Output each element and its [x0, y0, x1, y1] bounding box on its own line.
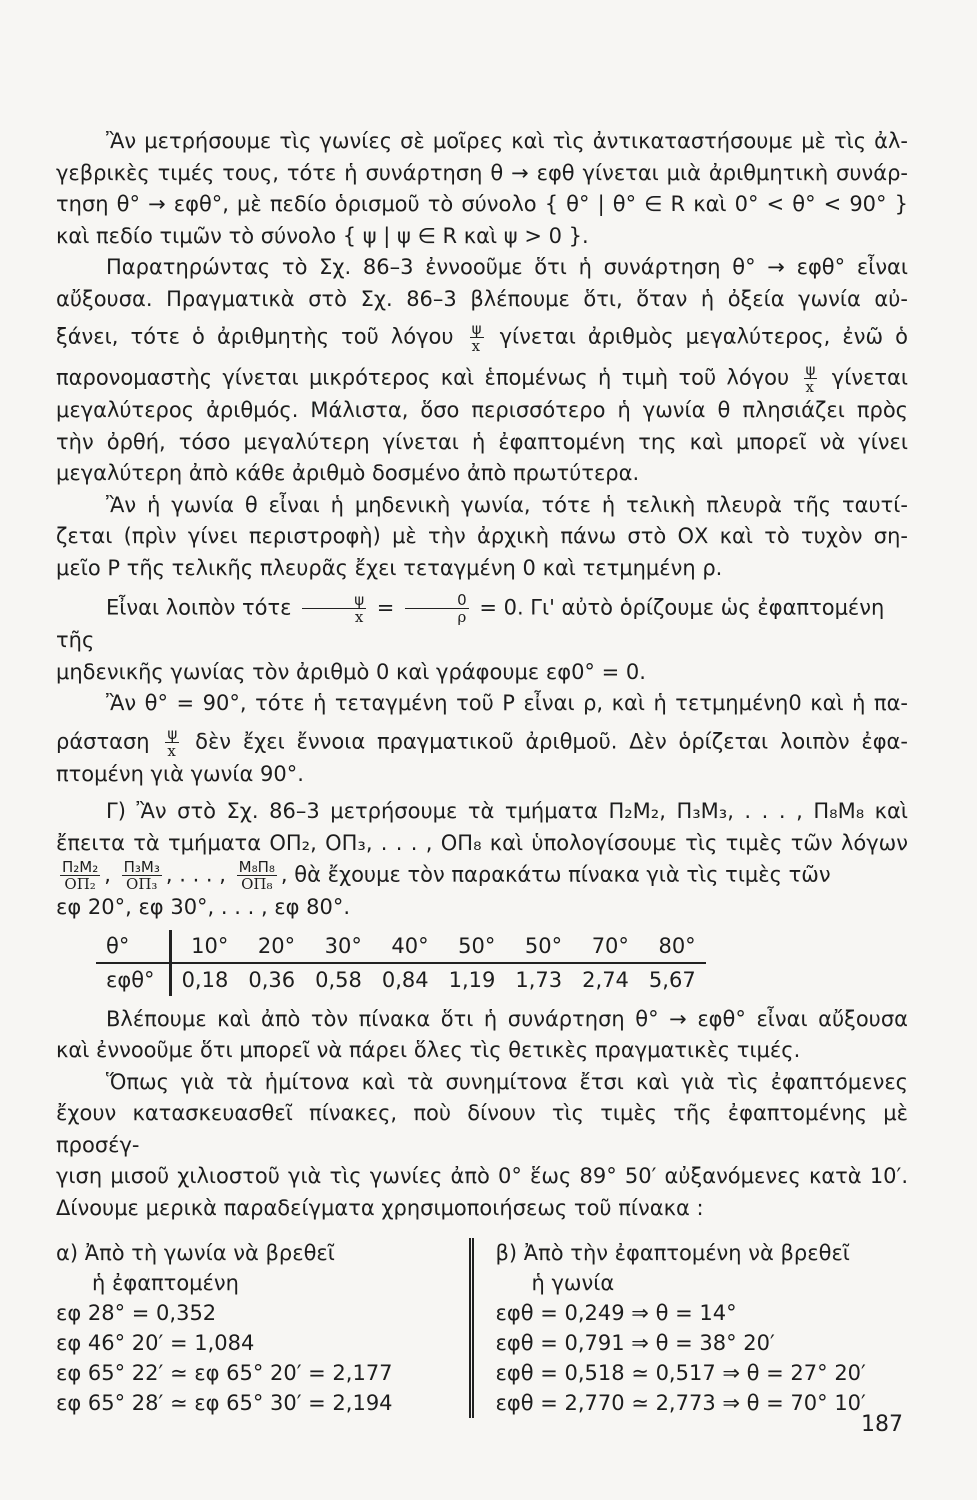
- example-line: εφθ = 0,249 ⇒ θ = 14°: [495, 1301, 737, 1325]
- fraction-p3m3: $\frac{\text{Π₃Μ₃}}{\text{ΟΠ₃}}$: [123, 858, 160, 893]
- table-cell: 50°: [439, 930, 506, 963]
- text-line: μεῖο Ρ τῆς τελικῆς πλευρᾶς ἔχει τεταγμένη 0 καὶ τετμημένη ρ.: [56, 555, 723, 580]
- text-line: Γ) Ἂν στὸ Σχ. 86–3 μετρήσουμε τὰ τμήματα Π₂Μ₂, Π₃Μ₃, . . . , Π₈Μ₈ καὶ: [106, 799, 908, 823]
- table-row-angles: [96, 930, 706, 963]
- text-line: ἔπειτα τὰ τμήματα ΟΠ₂, ΟΠ₃, . . . , ΟΠ₈ καὶ ὑπολογίσουμε τὶς τιμὲς τῶν λόγων: [56, 830, 908, 855]
- example-line: εφ 46° 20′ = 1,084: [56, 1331, 255, 1355]
- text-line: εφ 20°, εφ 30°, . . . , εφ 80°.: [56, 895, 351, 919]
- table-cell: 70°: [572, 930, 639, 963]
- example-line: εφ 65° 28′ ≃ εφ 65° 30′ = 2,194: [56, 1391, 393, 1415]
- text-line-with-fraction: παρονομαστὴς γίνεται μικρότερος καὶ ἑπομένως ἡ τιμὴ τοῦ λόγου $\frac{\psi}{x}$ γίνεται: [56, 361, 908, 396]
- text-line: Ἂν θ° = 90°, τότε ἡ τεταγμένη τοῦ Ρ εἶναι ρ, καὶ ἡ τετμημένη0 καὶ ἡ πα-: [106, 691, 908, 715]
- text-line: αὔξουσα. Πραγματικὰ στὸ Σχ. 86–3 βλέπουμε ὅτι, ὅταν ἡ ὀξεία γωνία αὐ-: [56, 286, 908, 311]
- table-cell: 10°: [170, 930, 238, 963]
- text-line-with-fractions: $\frac{\text{Π₂Μ₂}}{\text{ΟΠ₂}}$ , $\frac{\text{Π₃Μ₃}}{\text{ΟΠ₃}}$ , . . . , $\frac{\text{Μ₈Π₈}}{\text{ΟΠ₈}}$ , θὰ ἔχουμε τὸν παρακάτω πίνακα γιὰ τὶς τιμὲς τῶν: [62, 858, 831, 893]
- fraction-psi-over-x: $\frac{\psi}{x}$: [805, 361, 816, 396]
- fraction-psi-over-x: $\frac{\psi}{x}$: [471, 320, 482, 355]
- text-line: πτομένη γιὰ γωνία 90°.: [56, 761, 304, 786]
- text-line: τηση θ° → εφθ°, μὲ πεδίο ὁρισμοῦ τὸ σύνολο { θ° | θ° ∈ R καὶ 0° < θ° < 90° }: [56, 192, 908, 216]
- text-line: Δίνουμε μερικὰ παραδείγματα χρησιμοποιήσεως τοῦ πίνακα :: [56, 1195, 704, 1220]
- table-cell: 2,74: [582, 967, 629, 992]
- table-cell: 50°: [505, 930, 572, 963]
- example-subtitle: ἡ γωνία: [531, 1271, 615, 1295]
- table-row-label: εφθ°: [96, 963, 170, 996]
- examples-tangent-to-angle: [474, 1238, 909, 1418]
- text-line: μεγαλύτερος ἀριθμός. Μάλιστα, ὅσο περισσότερο ἡ γωνία θ πλησιάζει πρὸς: [56, 398, 908, 422]
- table-cell: 1,19: [448, 967, 496, 992]
- text-line: καὶ πεδίο τιμῶν τὸ σύνολο { ψ | ψ ∈ R καὶ ψ > 0 }.: [56, 223, 589, 248]
- text-line: γεβρικὲς τιμές τους, τότε ἡ συνάρτηση θ → εφθ γίνεται μιὰ ἀριθμητικὴ συνάρ-: [56, 160, 908, 185]
- text-line: Βλέπουμε καὶ ἀπὸ τὸν πίνακα ὅτι ἡ συνάρτηση θ° → εφθ° εἶναι αὔξουσα: [106, 1006, 908, 1031]
- text-line: γιση μισοῦ χιλιοστοῦ γιὰ τὶς γωνίες ἀπὸ 0° ἕως 89° 50′ αὐξανόμενες κατὰ 10′.: [56, 1164, 908, 1188]
- text-line: Ἂν μετρήσουμε τὶς γωνίες σὲ μοῖρες καὶ τὶς ἀντικαταστήσουμε μὲ τὶς ἀλ-: [106, 129, 908, 153]
- table-cell: 40°: [372, 930, 439, 963]
- table-cell: 5,67: [648, 967, 696, 992]
- example-line: εφθ = 0,791 ⇒ θ = 38° 20′: [495, 1331, 775, 1355]
- text-line: καὶ ἐννοοῦμε ὅτι μπορεῖ νὰ πάρει ὅλες τὶς θετικὲς πραγματικὲς τιμές.: [56, 1038, 801, 1062]
- table-cell: 20°: [238, 930, 305, 963]
- example-subtitle: ἡ ἐφαπτομένη: [92, 1271, 239, 1295]
- table-cell: 30°: [305, 930, 372, 963]
- text-line: Ὅπως γιὰ τὰ ἡμίτονα καὶ τὰ συνημίτονα ἔτσι καὶ γιὰ τὶς ἐφαπτόμενες: [106, 1069, 908, 1094]
- example-line: εφ 65° 22′ ≃ εφ 65° 20′ = 2,177: [56, 1361, 393, 1385]
- text-line: Ἂν ἡ γωνία θ εἶναι ἡ μηδενικὴ γωνία, τότε ἡ τελικὴ πλευρὰ τῆς ταυτί-: [106, 492, 908, 517]
- table-cell: 1,73: [515, 967, 563, 992]
- table-row-values: [96, 963, 706, 996]
- example-line: εφ 28° = 0,352: [56, 1301, 217, 1325]
- example-line: εφθ = 0,518 ≃ 0,517 ⇒ θ = 27° 20′: [495, 1361, 866, 1385]
- fraction-psi-over-x: $\frac{\psi}{x}$: [302, 592, 366, 625]
- example-title: β) Ἀπὸ τὴν ἐφαπτομένη νὰ βρεθεῖ: [495, 1241, 850, 1265]
- text-line: ἔχουν κατασκευασθεῖ πίνακες, ποὺ δίνουν τὶς τιμὲς τῆς ἐφαπτομένης μὲ προσέγ-: [56, 1101, 908, 1157]
- text-line-with-fraction: ράσταση $\frac{\psi}{x}$ δὲν ἔχει ἔννοια πραγματικοῦ ἀριθμοῦ. Δὲν ὁρίζεται λοιπὸν ἐφα-: [56, 724, 908, 760]
- table-cell: 0,36: [248, 967, 296, 992]
- examples-section: [56, 1238, 908, 1418]
- example-line: εφθ = 2,770 ≃ 2,773 ⇒ θ = 70° 10′: [495, 1391, 866, 1415]
- text-line: μεγαλύτερη ἀπὸ κάθε ἀριθμὸ δοσμένο ἀπὸ πρωτύτερα.: [56, 461, 640, 485]
- table-cell: 80°: [639, 930, 706, 963]
- fraction-zero-over-rho: $\frac{0}{\rho}$: [405, 592, 469, 625]
- table-cell: 0,84: [381, 967, 429, 992]
- text-line: τὴν ὀρθή, τόσο μεγαλύτερη γίνεται ἡ ἐφαπτομένη της καὶ μπορεῖ νὰ γίνει: [56, 429, 908, 454]
- fraction-m8p8: $\frac{\text{Μ₈Π₈}}{\text{ΟΠ₈}}$: [238, 858, 275, 893]
- page-number: 187: [861, 1412, 903, 1437]
- text-line-with-fraction: ξάνει, τότε ὁ ἀριθμητὴς τοῦ λόγου $\frac{\psi}{x}$ γίνεται ἀριθμὸς μεγαλύτερος, ἐνῶ ὁ: [56, 320, 908, 355]
- text-line: Παρατηρώντας τὸ Σχ. 86–3 ἐννοοῦμε ὅτι ἡ συνάρτηση θ° → εφθ° εἶναι: [106, 255, 908, 279]
- text-line: ζεται (πρὶν γίνει περιστροφὴ) μὲ τὴν ἀρχικὴ πάνω στὸ ΟΧ καὶ τὸ τυχὸν ση-: [56, 524, 908, 548]
- table-cell: 0,18: [181, 967, 229, 992]
- examples-angle-to-tangent: [56, 1238, 474, 1418]
- table-cell: 0,58: [315, 967, 362, 992]
- text-line: μηδενικῆς γωνίας τὸν ἀριθμὸ 0 καὶ γράφουμε εφ0° = 0.: [56, 659, 646, 684]
- text-line-with-fraction: Εἶναι λοιπὸν τότε $\frac{\psi}{x}$ = $\frac{0}{\rho}$ = 0. Γι' αὐτὸ ὁρίζουμε ὡς ἐφαπτομένη τῆς: [56, 591, 885, 652]
- fraction-p2m2: $\frac{\text{Π₂Μ₂}}{\text{ΟΠ₂}}$: [62, 858, 99, 893]
- table-row-label: θ°: [96, 930, 170, 963]
- fraction-psi-over-x: $\frac{\psi}{x}$: [167, 724, 178, 760]
- tangent-values-table: [96, 930, 706, 996]
- page-content: [56, 126, 908, 1418]
- example-title: α) Ἀπὸ τὴ γωνία νὰ βρεθεῖ: [56, 1241, 335, 1265]
